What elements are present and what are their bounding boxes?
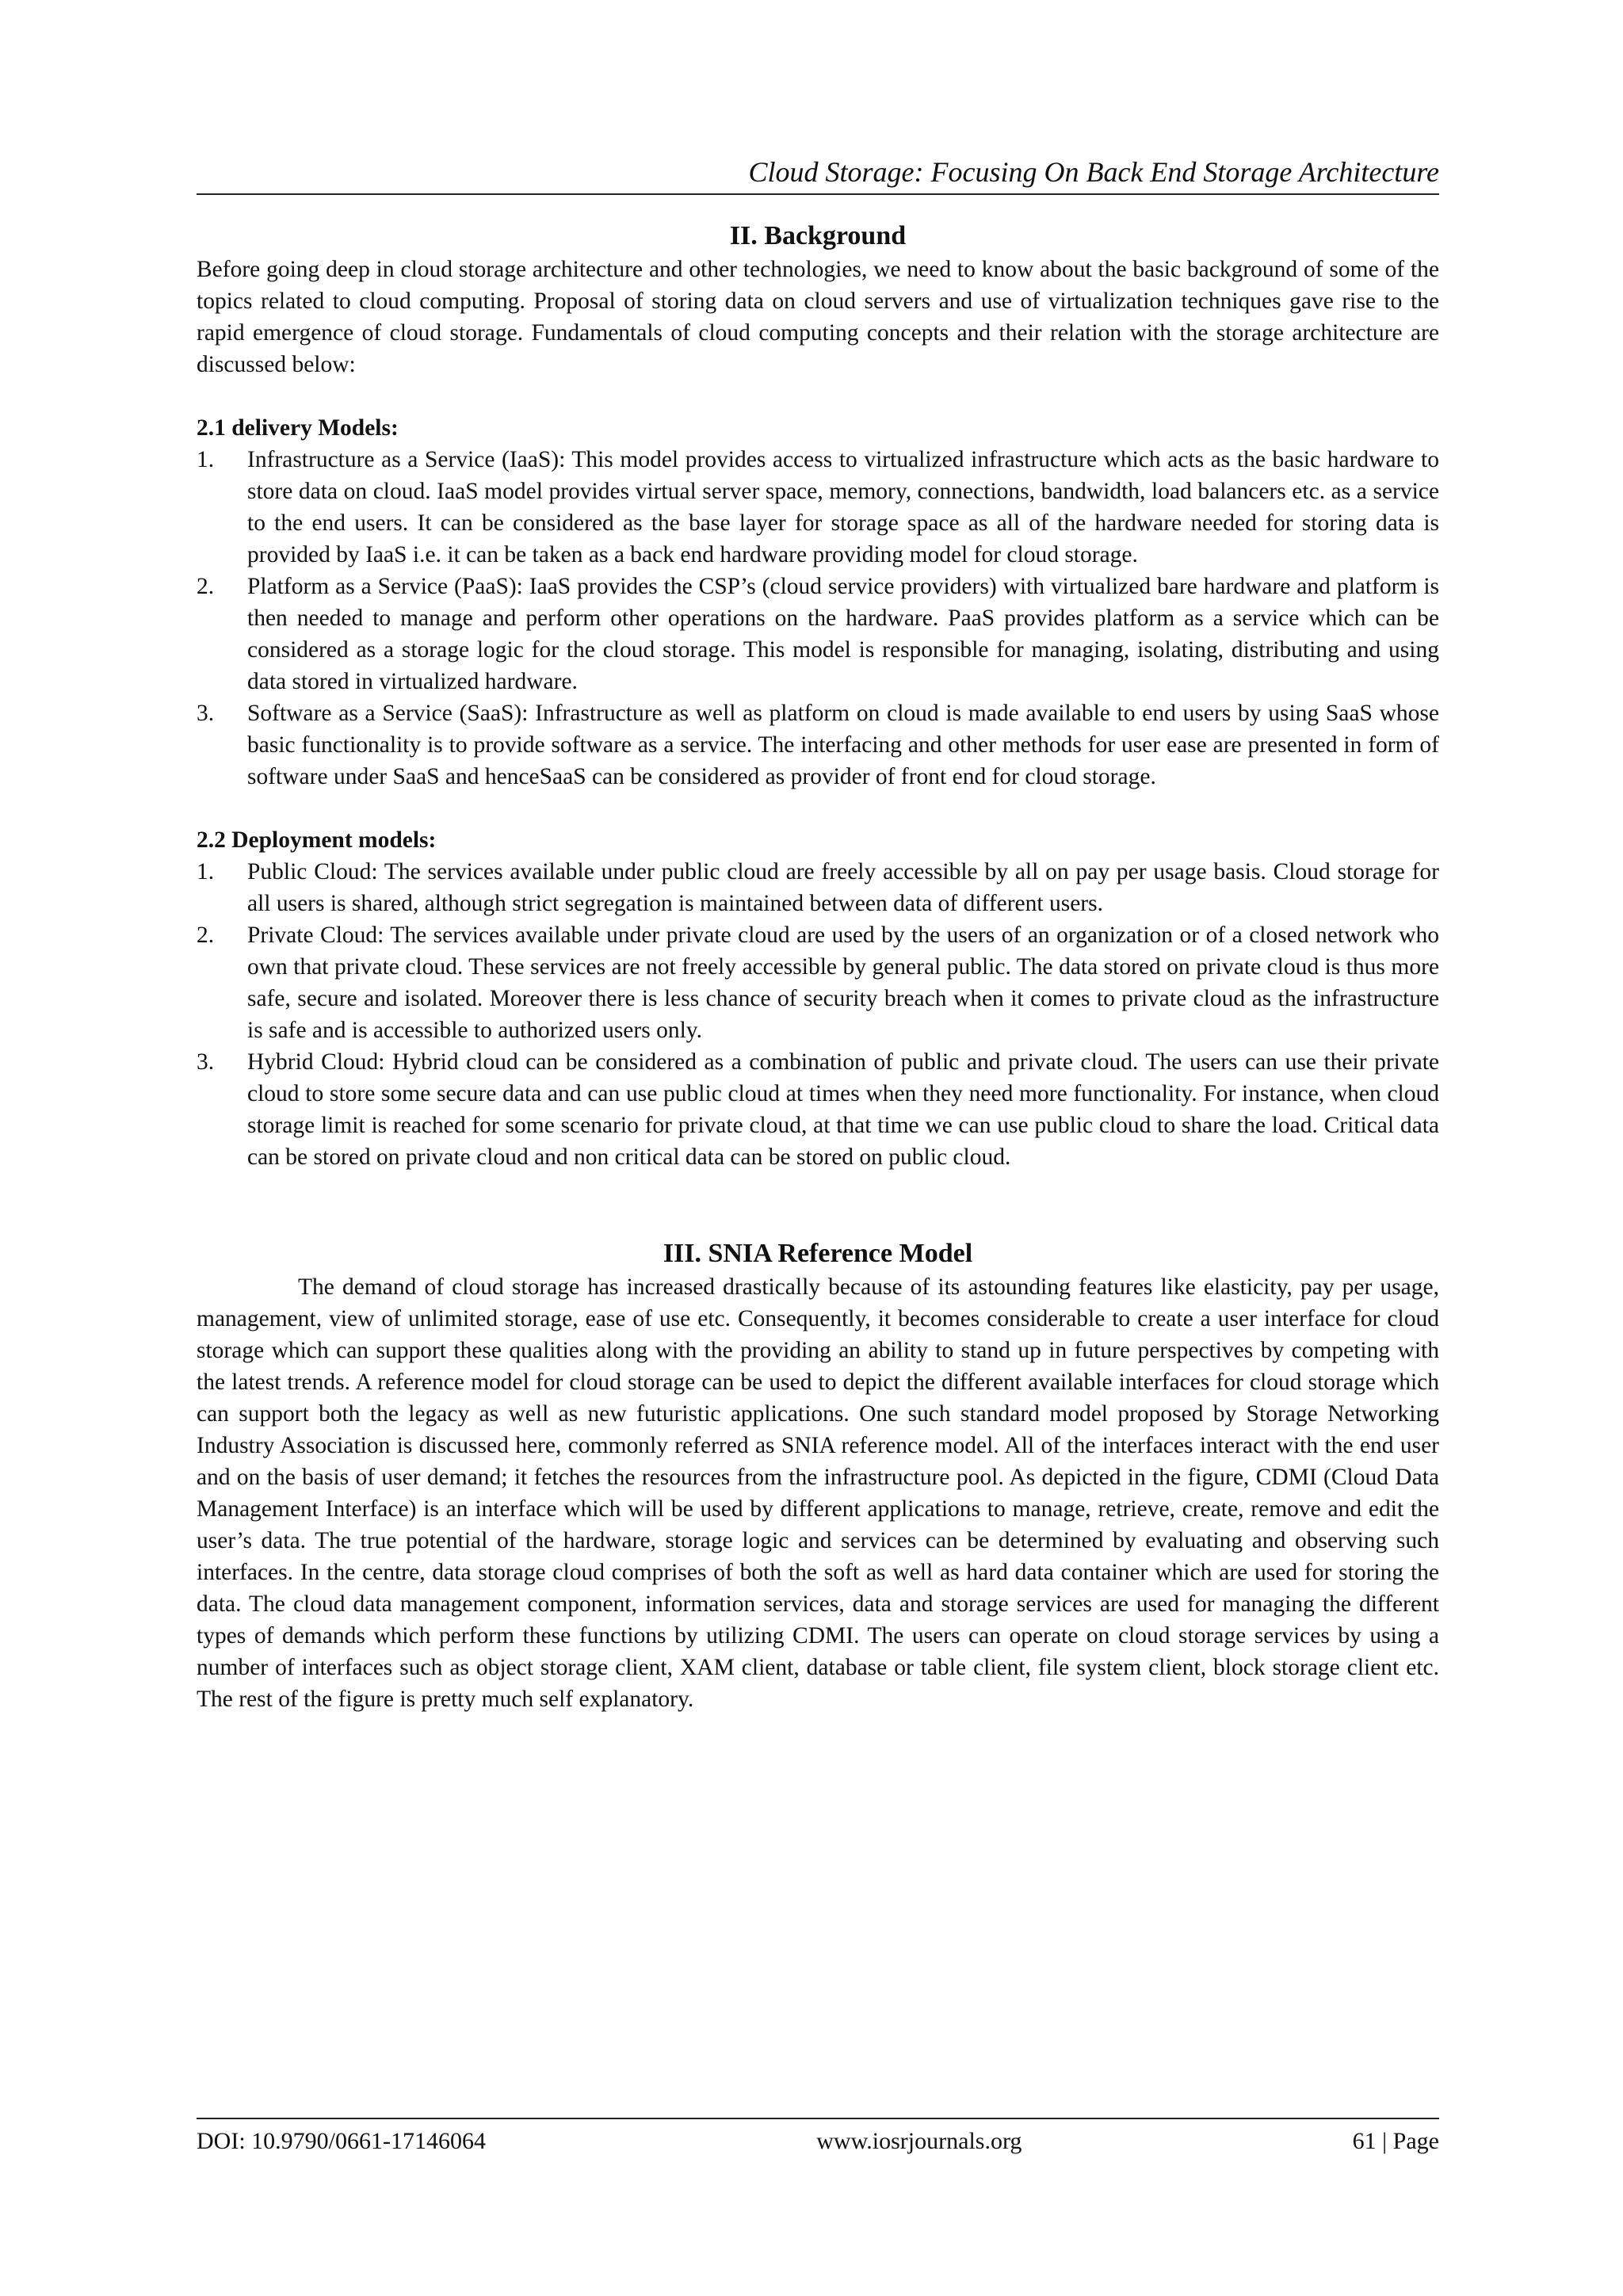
list-item-text: Platform as a Service (PaaS): IaaS provides the CSP’s (cloud service providers) with virtualized bare hardware and platform is then needed to manage and perform other operations on the hardware. PaaS provides platform as a service which can be considered as a storage logic for the cloud storage. This model is responsible for managing, isolating, distributing and using data stored in virtualized hardware.: [247, 574, 1439, 694]
footer-page-number: 61 | Page: [1352, 2128, 1439, 2154]
delivery-models-list: [197, 444, 1439, 793]
footer-doi: DOI: 10.9790/0661-17146064: [197, 2128, 486, 2154]
list-item-number: 1.: [197, 859, 215, 884]
list-item: [197, 444, 1439, 571]
list-item-text: Software as a Service (SaaS): Infrastructure as well as platform on cloud is made available to end users by using SaaS whose basic functionality is to provide software as a service. The interfacing and other methods for user ease are presented in form of software under SaaS and henceSaaS can be considered as provider of front end for cloud storage.: [247, 701, 1439, 789]
document-page: [197, 0, 1439, 2296]
list-item: [197, 697, 1439, 793]
subheading-deployment-models: 2.2 Deployment models:: [197, 827, 437, 853]
page-footer: [197, 2118, 1439, 2157]
section-spacer: [197, 1173, 1439, 1236]
background-intro-paragraph: Before going deep in cloud storage architecture and other technologies, we need to know about the basic background of some of the topics related to cloud computing. Proposal of storing data on cloud servers and use of virtualization techniques gave rise to the rapid emergence of cloud storage. Fundamentals of cloud computing concepts and their relation with the storage architecture are discussed below:: [197, 257, 1439, 377]
page-content: [197, 219, 1439, 1715]
list-item: [197, 856, 1439, 919]
deployment-models-list: [197, 856, 1439, 1173]
list-item-number: 1.: [197, 447, 215, 472]
section-title-snia-reference-model: III. SNIA Reference Model: [663, 1239, 973, 1268]
list-item-number: 3.: [197, 1049, 215, 1075]
list-item-text: Private Cloud: The services available under private cloud are used by the users of an organization or of a closed network who own that private cloud. These services are not freely accessible by general public. The data stored on private cloud is thus more safe, secure and isolated. Moreover there is less chance of security breach when it comes to private cloud as the infrastructure is safe and is accessible to authorized users only.: [247, 923, 1439, 1043]
list-item: [197, 571, 1439, 697]
list-item-number: 3.: [197, 701, 215, 726]
subheading-delivery-models: 2.1 delivery Models:: [197, 415, 399, 441]
list-item-number: 2.: [197, 574, 215, 599]
list-item: [197, 919, 1439, 1046]
section-title-background: II. Background: [729, 221, 907, 250]
running-header: Cloud Storage: Focusing On Back End Storage Architecture: [197, 154, 1439, 195]
snia-body-paragraph: The demand of cloud storage has increased drastically because of its astounding features like elasticity, pay per usage, management, view of unlimited storage, ease of use etc. Consequently, it becomes considerable to create a user interface for cloud storage which can support these qualities along with the providing an ability to stand up in future perspectives by competing with the latest trends. A reference model for cloud storage can be used to depict the different available interfaces for cloud storage which can support both the legacy as well as new futuristic applications. One such standard model proposed by Storage Networking Industry Association is discussed here, commonly referred as SNIA reference model. All of the interfaces interact with the end user and on the basis of user demand; it fetches the resources from the infrastructure pool. As depicted in the figure, CDMI (Cloud Data Management Interface) is an interface which will be used by different applications to manage, retrieve, create, remove and edit the user’s data. The true potential of the hardware, storage logic and services can be determined by evaluating and observing such interfaces. In the centre, data storage cloud comprises of both the soft as well as hard data container which are used for storing the data. The cloud data management component, information services, data and storage services are used for managing the different types of demands which perform these functions by utilizing CDMI. The users can operate on cloud storage services by using a number of interfaces such as object storage client, XAM client, database or table client, file system client, block storage client etc. The rest of the figure is pretty much self explanatory.: [197, 1274, 1439, 1712]
list-item-text: Hybrid Cloud: Hybrid cloud can be considered as a combination of public and private cloud. The users can use their private cloud to store some secure data and can use public cloud at times when they need more functionality. For instance, when cloud storage limit is reached for some scenario for private cloud, at that time we can use public cloud to share the load. Critical data can be stored on private cloud and non critical data can be stored on public cloud.: [247, 1049, 1439, 1170]
list-item-text: Infrastructure as a Service (IaaS): This model provides access to virtualized infrastructure which acts as the basic hardware to store data on cloud. IaaS model provides virtual server space, memory, connections, bandwidth, load balancers etc. as a service to the end users. It can be considered as the base layer for storage space as all of the hardware needed for storing data is provided by IaaS i.e. it can be taken as a back end hardware providing model for cloud storage.: [247, 447, 1439, 567]
list-item-text: Public Cloud: The services available under public cloud are freely accessible by all on pay per usage basis. Cloud storage for all users is shared, although strict segregation is maintained between data of different users.: [247, 859, 1439, 916]
list-item-number: 2.: [197, 923, 215, 948]
list-item: [197, 1046, 1439, 1173]
footer-site-link[interactable]: www.iosrjournals.org: [816, 2128, 1022, 2154]
